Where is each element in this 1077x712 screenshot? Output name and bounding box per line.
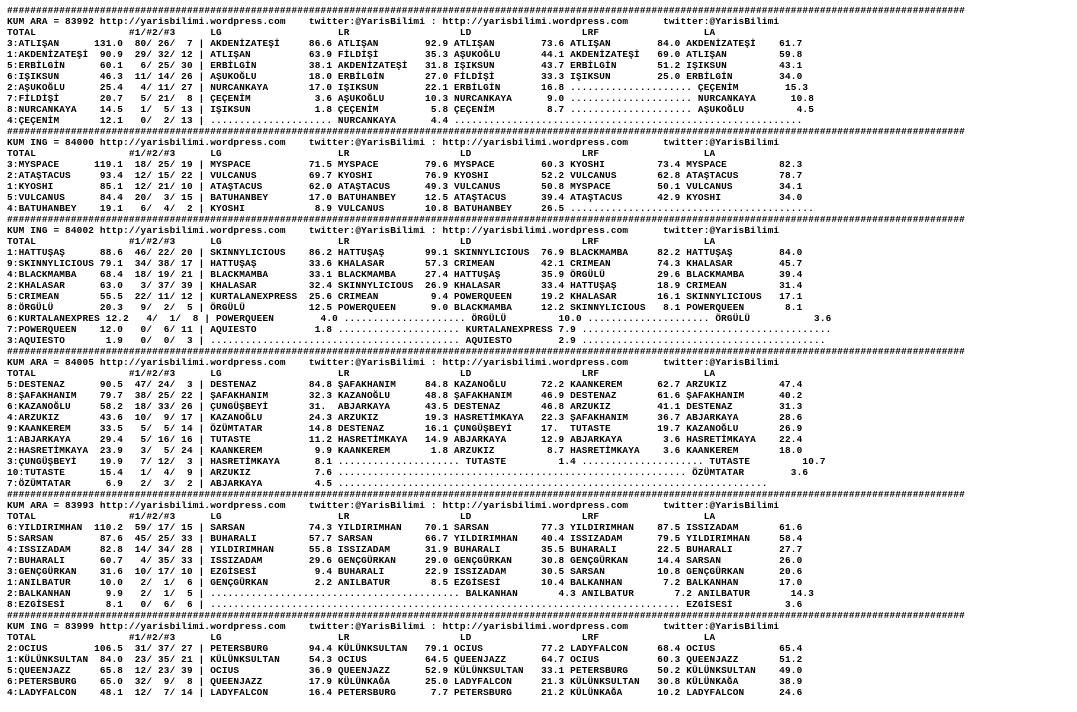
column-header: TOTAL #1/#2/#3 LG LR LD LRF LA [7,368,716,379]
table-row: 3:ATLIŞAN 131.0 80/ 26/ 7 | AKDENİZATEŞİ 86.6 ATLIŞAN 92.9 ATLIŞAN 73.6 ATLIŞAN 84.0 AKDENİZATEŞİ 61.7 [7,38,803,49]
table-row: 7:BUHARALI 60.7 4/ 35/ 33 | ISSIZADAM 29.6 GENÇGÜRKAN 29.0 GENÇGÜRKAN 30.8 GENÇGÜRKAN 14.4 SARSAN 26.0 [7,555,803,566]
table-row: 3:GENÇGÜRKAN 31.6 10/ 17/ 10 | EZGİSESİ 9.4 BUHARALI 22.9 ISSIZADAM 30.5 SARSAN 10.8 GENÇGÜRKAN 20.6 [7,566,803,577]
section-divider: ##################################################################################################################################################################### [7,489,965,500]
table-row: 2:BALKANHAN 9.9 2/ 1/ 5 | ........................................... BALKANHAN 4.3 ANILBATUR 7.2 ANILBATUR 14.3 [7,588,815,599]
table-row: 2:AŞUKOĞLU 25.4 4/ 11/ 27 | NURCANKAYA 17.0 IŞIKSUN 22.1 ERBİLGİN 16.8 ..................... ÇEÇENİM 15.3 [7,82,809,93]
table-row: 1:KYOSHI 85.1 12/ 21/ 10 | ATAŞTACUS 62.0 ATAŞTACUS 49.3 VULCANUS 50.8 MYSPACE 50.1 VULCANUS 34.1 [7,181,803,192]
table-row: 6:KURTALANEXPRES 12.2 4/ 1/ 8 | POWERQUEEN 4.0 ..................... ÖRGÜLÜ 10.0 ..................... ÖRGÜLÜ 3.6 [7,313,832,324]
table-row: 3:AQUIESTO 1.9 0/ 0/ 3 | ........................................... AQUIESTO 2.9 .......................................... [7,335,826,346]
table-row: 4:LADYFALCON 48.1 12/ 7/ 14 | LADYFALCON 16.4 PETERSBURG 7.7 PETERSBURG 21.2 KÜLÜNKAĞA 10.2 LADYFALCON 24.6 [7,687,803,698]
table-row: 7:ÖZÜMTATAR 6.9 2/ 3/ 2 | ABJARKAYA 4.5 .......................................................................... [7,478,768,489]
table-row: 6:YILDIRIMHAN 110.2 59/ 17/ 15 | SARSAN 74.3 YILDIRIMHAN 70.1 SARSAN 77.3 YILDIRIMHAN 87.5 ISSIZADAM 61.6 [7,522,803,533]
table-row: 1:ABJARKAYA 29.4 5/ 16/ 16 | TUTASTE 11.2 HASRETİMKAYA 14.9 ABJARKAYA 12.9 ABJARKAYA 3.6 HASRETİMKAYA 22.4 [7,434,803,445]
table-row: 1:KÜLÜNKSULTAN 84.0 23/ 35/ 21 | KÜLÜNKSULTAN 54.3 OCIUS 64.5 QUEENJAZZ 64.7 OCIUS 60.3 QUEENJAZZ 51.2 [7,654,803,665]
table-row: 4:ISSIZADAM 82.8 14/ 34/ 28 | YILDIRIMHAN 55.8 ISSIZADAM 31.9 BUHARALI 35.5 BUHARALI 22.5 BUHARALI 27.7 [7,544,803,555]
table-row: 4:BATUHANBEY 19.1 6/ 4/ 2 | KYOSHI 8.9 VULCANUS 10.8 BATUHANBEY 26.5 .......................................... [7,203,815,214]
section-divider: ##################################################################################################################################################################### [7,610,965,621]
section-divider: ##################################################################################################################################################################### [7,346,965,357]
section-divider: ##################################################################################################################################################################### [7,214,965,225]
table-row: 9:SKINNYLICIOUS 79.1 34/ 38/ 17 | HATTUŞAŞ 33.6 KHALASAR 57.3 CRIMEAN 42.1 CRIMEAN 74.3 KHALASAR 45.7 [7,258,803,269]
table-row: 4:BLACKMAMBA 68.4 18/ 19/ 21 | BLACKMAMBA 33.1 BLACKMAMBA 27.4 HATTUŞAŞ 35.9 ÖRGÜLÜ 29.6 BLACKMAMBA 39.4 [7,269,803,280]
table-row: 5:VULCANUS 84.4 20/ 3/ 15 | BATUHANBEY 17.0 BATUHANBEY 12.5 ATAŞTACUS 39.4 ATAŞTACUS 42.9 KYOSHI 34.0 [7,192,803,203]
table-row: 5:ERBİLGİN 60.1 6/ 25/ 30 | ERBİLGİN 38.1 AKDENİZATEŞİ 31.8 IŞIKSUN 43.7 ERBİLGİN 51.2 IŞIKSUN 43.1 [7,60,803,71]
column-header: TOTAL #1/#2/#3 LG LR LD LRF LA [7,632,716,643]
table-row: 8:ŞAFAKHANIM 79.7 38/ 25/ 22 | ŞAFAKHANIM 32.3 KAZANOĞLU 48.8 ŞAFAKHANIM 46.9 DESTENAZ 61.6 ŞAFAKHANIM 40.2 [7,390,803,401]
table-row: 3:ÇUNGÜŞBEYİ 19.9 7/ 12/ 3 | HASRETİMKAYA 8.1 ..................... TUTASTE 1.4 ..................... TUTASTE 10.7 [7,456,826,467]
table-row: 6:PETERSBURG 65.0 32/ 9/ 8 | QUEENJAZZ 17.9 KÜLÜNKAĞA 25.0 LADYFALCON 21.3 KÜLÜNKSULTAN 30.8 KÜLÜNKAĞA 38.9 [7,676,803,687]
table-row: 8:NURCANKAYA 14.5 1/ 5/ 13 | IŞIKSUN 1.8 ÇEÇENİM 5.8 ÇEÇENİM 8.7 ..................... AŞUKOĞLU 4.5 [7,104,815,115]
table-row: 5:QUEENJAZZ 65.8 12/ 23/ 39 | OCIUS 36.9 QUEENJAZZ 52.9 KÜLÜNKSULTAN 33.1 PETERSBURG 50.2 KÜLÜNKSULTAN 49.0 [7,665,803,676]
table-row: 2:HASRETİMKAYA 23.9 3/ 5/ 24 | KAANKEREM 9.9 KAANKEREM 1.8 ARZUKIZ 8.7 HASRETİMKAYA 3.6 KAANKEREM 18.0 [7,445,803,456]
table-row: 5:CRIMEAN 55.5 22/ 11/ 12 | KURTALANEXPRESS 25.6 CRIMEAN 9.4 POWERQUEEN 19.2 KHALASAR 16.1 SKINNYLICIOUS 17.1 [7,291,803,302]
column-header: TOTAL #1/#2/#3 LG LR LD LRF LA [7,148,716,159]
table-row: 8:ÖRGÜLÜ 20.3 9/ 2/ 5 | ÖRGÜLÜ 12.5 POWERQUEEN 9.0 BLACKMAMBA 12.2 SKINNYLICIOUS 8.1 POWERQUEEN 8.1 [7,302,803,313]
table-row: 7:POWERQUEEN 12.0 0/ 6/ 11 | AQUIESTO 1.8 ..................... KURTALANEXPRESS 7.9 ........................................... [7,324,832,335]
section-divider: ##################################################################################################################################################################### [7,126,965,137]
table-row: 1:ANILBATUR 10.0 2/ 1/ 6 | GENÇGÜRKAN 2.2 ANILBATUR 8.5 EZGİSESİ 10.4 BALKANHAN 7.2 BALKANHAN 17.0 [7,577,803,588]
table-row: 4:ÇEÇENİM 12.1 0/ 2/ 13 | ..................... NURCANKAYA 4.4 ............................................................ [7,115,803,126]
race-header: KUM ARA = 83993 http://yarisbilimi.wordpress.com twitter:@YarisBilimi : http://yarisbilimi.wordpress.com twitter:@YarisBilimi [7,500,780,511]
table-row: 4:ARZUKIZ 43.6 10/ 9/ 17 | KAZANOĞLU 24.3 ARZUKIZ 19.3 HASRETİMKAYA 22.3 ŞAFAKHANIM 36.7 ABJARKAYA 28.6 [7,412,803,423]
table-row: 2:ATAŞTACUS 93.4 12/ 15/ 22 | VULCANUS 69.7 KYOSHI 76.9 KYOSHI 52.2 VULCANUS 62.8 ATAŞTACUS 78.7 [7,170,803,181]
table-row: 5:SARSAN 87.6 45/ 25/ 33 | BUHARALI 57.7 SARSAN 66.7 YILDIRIMHAN 40.4 ISSIZADAM 79.5 YILDIRIMHAN 58.4 [7,533,803,544]
table-row: 5:DESTENAZ 90.5 47/ 24/ 3 | DESTENAZ 84.8 ŞAFAKHANIM 84.8 KAZANOĞLU 72.2 KAANKEREM 62.7 ARZUKIZ 47.4 [7,379,803,390]
table-row: 2:OCIUS 106.5 31/ 37/ 27 | PETERSBURG 94.4 KÜLÜNKSULTAN 79.1 OCIUS 77.2 LADYFALCON 68.4 OCIUS 65.4 [7,643,803,654]
race-header: KUM ING = 84000 http://yarisbilimi.wordpress.com twitter:@YarisBilimi : http://yarisbilimi.wordpress.com twitter:@YarisBilimi [7,137,780,148]
column-header: TOTAL #1/#2/#3 LG LR LD LRF LA [7,236,716,247]
table-row: 6:IŞIKSUN 46.3 11/ 14/ 26 | AŞUKOĞLU 18.0 ERBİLGİN 27.0 FİLDİŞİ 33.3 IŞIKSUN 25.0 ERBİLGİN 34.0 [7,71,803,82]
table-row: 10:TUTASTE 15.4 1/ 4/ 9 | ARZUKIZ 7.6 ............................................................ ÖZÜMTATAR 3.6 [7,467,809,478]
table-row: 6:KAZANOĞLU 58.2 18/ 33/ 26 | ÇUNGÜŞBEYİ 31. ABJARKAYA 43.5 DESTENAZ 46.8 ARZUKIZ 41.1 DESTENAZ 31.3 [7,401,803,412]
race-header: KUM ING = 84002 http://yarisbilimi.wordpress.com twitter:@YarisBilimi : http://yarisbilimi.wordpress.com twitter:@YarisBilimi [7,225,780,236]
race-header: KUM ARA = 84005 http://yarisbilimi.wordpress.com twitter:@YarisBilimi : http://yarisbilimi.wordpress.com twitter:@YarisBilimi [7,357,780,368]
race-header: KUM ING = 83999 http://yarisbilimi.wordpress.com twitter:@YarisBilimi : http://yarisbilimi.wordpress.com twitter:@YarisBilimi [7,621,780,632]
table-row: 9:KAANKEREM 33.5 5/ 5/ 14 | ÖZÜMTATAR 14.8 DESTENAZ 16.1 ÇUNGÜŞBEYİ 17. TUTASTE 19.7 KAZANOĞLU 26.9 [7,423,803,434]
table-row: 2:KHALASAR 63.0 3/ 37/ 39 | KHALASAR 32.4 SKINNYLICIOUS 26.9 KHALASAR 33.4 HATTUŞAŞ 18.9 CRIMEAN 31.4 [7,280,803,291]
section-divider: ##################################################################################################################################################################### [7,5,965,16]
table-row: 1:AKDENİZATEŞİ 90.9 29/ 32/ 12 | ATLIŞAN 63.9 FİLDİŞİ 35.3 AŞUKOĞLU 44.1 AKDENİZATEŞİ 69.0 ATLIŞAN 59.8 [7,49,803,60]
race-header: KUM ARA = 83992 http://yarisbilimi.wordpress.com twitter:@YarisBilimi : http://yarisbilimi.wordpress.com twitter:@YarisBilimi [7,16,780,27]
column-header: TOTAL #1/#2/#3 LG LR LD LRF LA [7,511,716,522]
table-row: 3:MYSPACE 119.1 18/ 25/ 19 | MYSPACE 71.5 MYSPACE 79.6 MYSPACE 60.3 KYOSHI 73.4 MYSPACE 82.3 [7,159,803,170]
table-row: 7:FİLDİŞİ 20.7 5/ 21/ 8 | ÇEÇENİM 3.6 AŞUKOĞLU 10.3 NURCANKAYA 9.0 ..................... NURCANKAYA 10.8 [7,93,815,104]
table-row: 1:HATTUŞAŞ 88.6 46/ 22/ 20 | SKINNYLICIOUS 86.2 HATTUŞAŞ 99.1 SKINNYLICIOUS 76.9 BLACKMAMBA 82.2 HATTUŞAŞ 84.0 [7,247,803,258]
column-header: TOTAL #1/#2/#3 LG LR LD LRF LA [7,27,716,38]
table-row: 8:EZGİSESİ 8.1 0/ 6/ 6 | ................................................................................. EZGİSESİ 3.6 [7,599,803,610]
